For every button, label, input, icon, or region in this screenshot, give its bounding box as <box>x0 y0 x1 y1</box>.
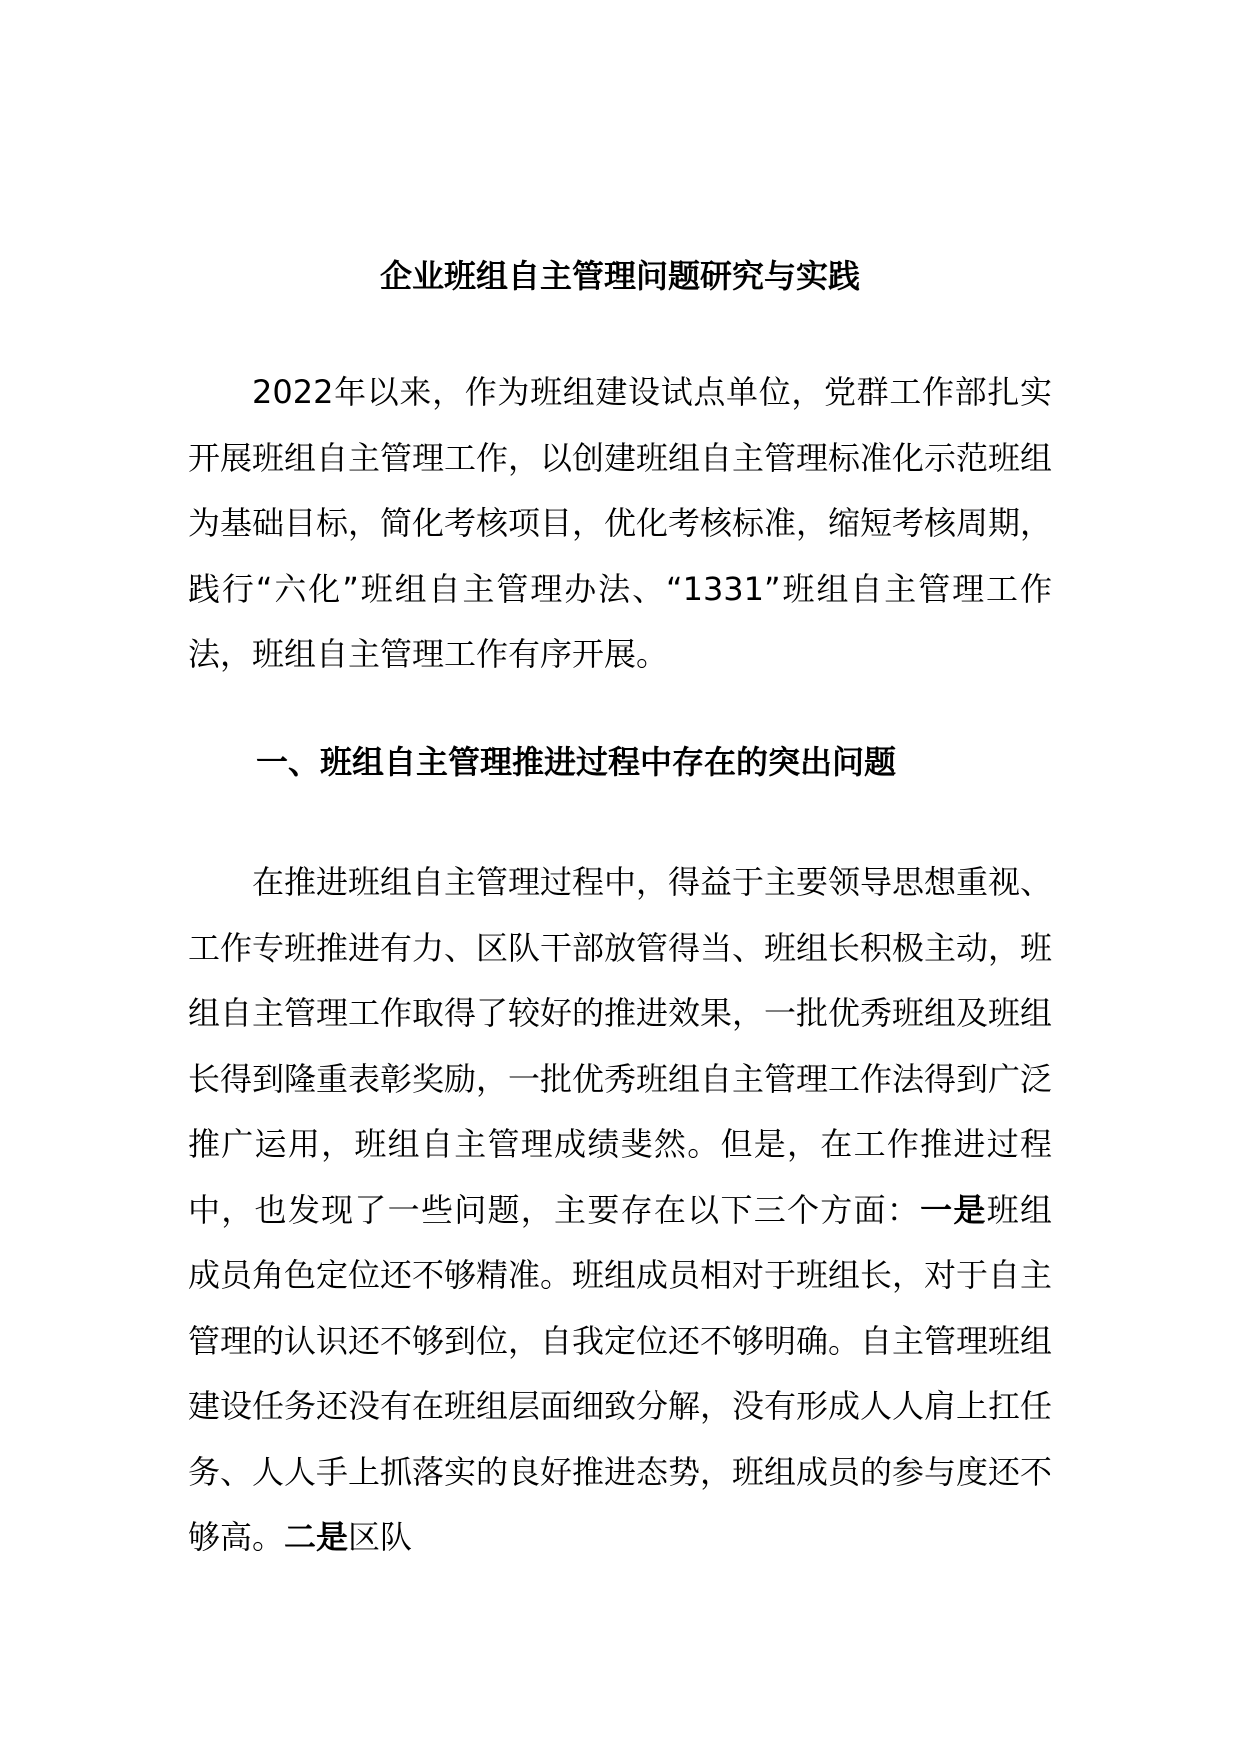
paragraph-text: 区队 <box>348 1518 413 1556</box>
section-heading: 一、班组自主管理推进过程中存在的突出问题 <box>256 743 897 781</box>
bold-marker-first: 一是 <box>920 1190 987 1229</box>
paragraph-text: 在推进班组自主管理过程中，得益于主要领导思想重视、工作专班推进有力、区队干部放管得当、班组长积极主动，班组自主管理工作取得了较好的推进效果，一批优秀班组及班组长得到隆重表彰奖励，一批优秀班组自主管理工作法得到广泛推广运用，班组自主管理成绩斐然。但是，在工作推进过程中，也发现了一些问题，主要存在以下三个方面： <box>188 863 1053 1229</box>
bold-marker-second: 二是 <box>284 1518 349 1556</box>
paragraph-text: 班组成员角色定位还不够精准。班组成员相对于班组长，对于自主管理的认识还不够到位，自我定位还不够明确。自主管理班组建设任务还没有在班组层面细致分解，没有形成人人肩上扛任务、人人手上抓落实的良好推进态势，班组成员的参与度还不够高。 <box>188 1190 1053 1556</box>
section-paragraph <box>188 850 1052 1571</box>
intro-paragraph: 2022年以来，作为班组建设试点单位，党群工作部扎实开展班组自主管理工作，以创建班组自主管理标准化示范班组为基础目标，简化考核项目，优化考核标准，缩短考核周期，践行“六化”班组自主管理办法、“1331”班组自主管理工作法，班组自主管理工作有序开展。 <box>188 373 1053 673</box>
document-title: 企业班组自主管理问题研究与实践 <box>379 257 860 295</box>
